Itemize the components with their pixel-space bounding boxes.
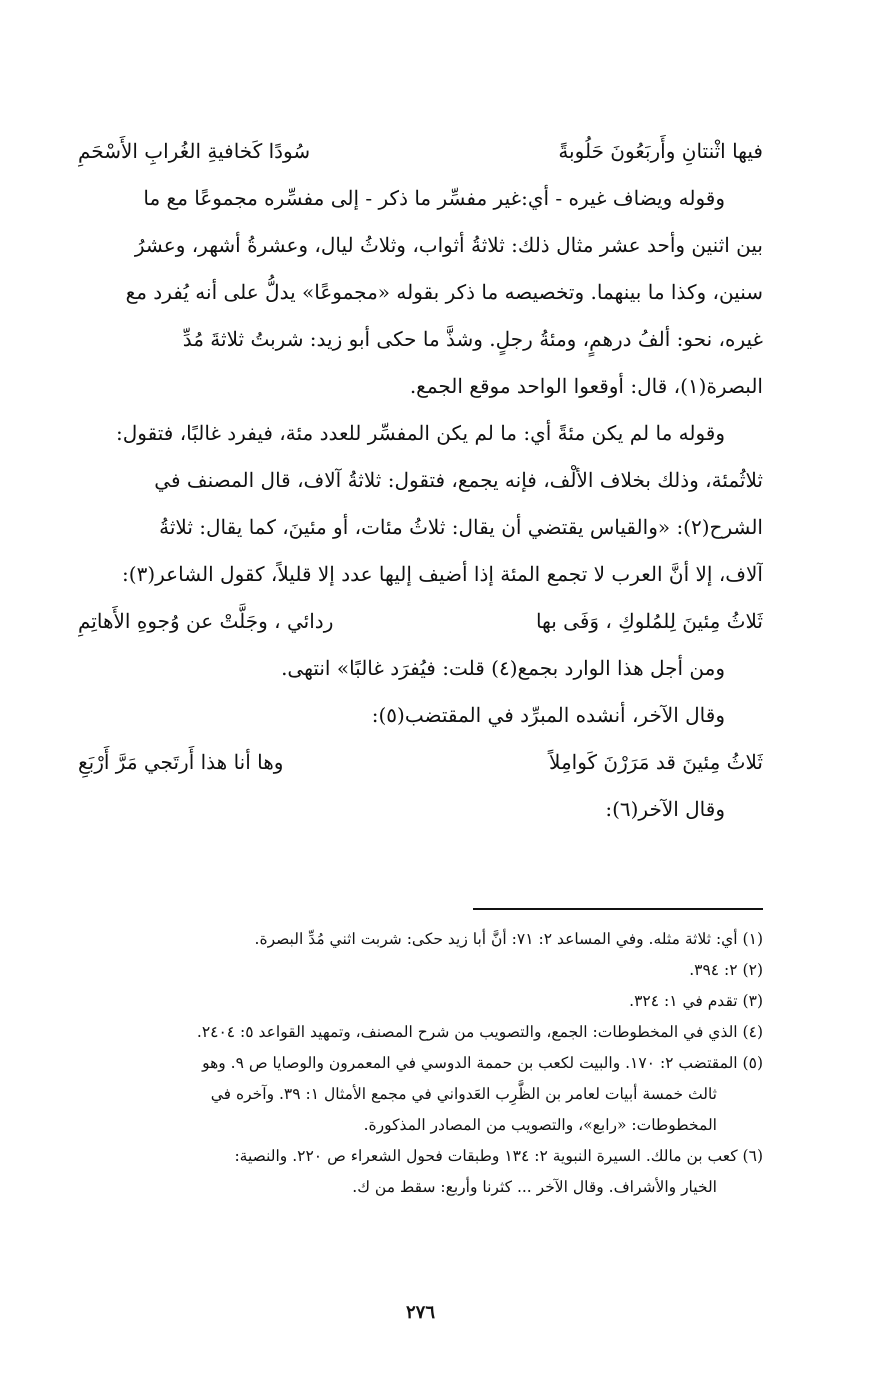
footnote-2 [78,955,763,986]
verse-first-hemistich: ثَلاثُ مِئينَ قد مَرَرْنَ كَوامِلاً [549,750,763,774]
paragraph-start: وقال الآخر(٦): [605,797,725,821]
text-line-content: آلاف، إلا أنَّ العرب لا تجمع المئة إذا أضيف إليها عدد إلا قليلاً، كقول الشاعر(٣): [122,562,763,586]
verse-line [78,128,763,175]
footnote-5-continuation [78,1110,763,1141]
text-line-content: سنين، وكذا ما بينهما. وتخصيصه ما ذكر بقوله «مجموعًا» يدلُّ على أنه يُفرد مع [125,280,763,304]
paragraph-start: وقال الآخر، أنشده المبرِّد في المقتضب(٥): [371,703,725,727]
text-line [78,786,763,833]
footnote-text: المخطوطات: «رابع»، والتصويب من المصادر المذكورة. [363,1116,717,1134]
verse-line [78,598,763,645]
verse-first-hemistich: فيها اثْنتانِ وأَربَعُونَ حَلُوبةً [558,139,763,163]
text-line-content: الشرح(٢): «والقياس يقتضي أن يقال: ثلاثُ مئات، أو مئينَ، كما يقال: ثلاثةُ [159,515,763,539]
footnote-text: المقتضب ٢: ١٧٠. والبيت لكعب بن حممة الدوسي في المعمرون والوصايا ص ٩. وهو [202,1054,738,1072]
footnote-separator [473,908,763,910]
text-line [78,551,763,598]
paragraph-start: وقوله ويضاف غيره - أي:غير مفسِّر ما ذكر - إلى مفسِّره مجموعًا مع ما [143,186,725,210]
text-line [78,363,763,410]
footnote-6 [78,1141,763,1172]
text-line [78,175,763,222]
paragraph-start: وقوله ما لم يكن مئةً أي: ما لم يكن المفسِّر للعدد مئة، فيفرد غالبًا، فتقول: [116,421,725,445]
text-line [78,504,763,551]
footnote-label: (٣) [742,992,763,1010]
footnotes [78,924,763,1203]
text-line [78,457,763,504]
text-line-content: غيره، نحو: ألفُ درهمٍ، ومئةُ رجلٍ. وشذَّ ما حكى أبو زيد: شربتُ ثلاثةَ مُدِّ [182,327,763,351]
footnote-6-continuation [78,1172,763,1203]
footnote-text: أي: ثلاثة مثله. وفي المساعد ٢: ٧١: أنَّ أبا زيد حكى: شربت اثني مُدِّ البصرة. [254,930,738,948]
footnote-label: (٥) [742,1054,763,1072]
text-line [78,222,763,269]
text-line-content: البصرة(١)، قال: أوقعوا الواحد موقع الجمع. [409,374,763,398]
text-line [78,410,763,457]
footnote-text: الخيار والأشراف. وقال الآخر ... كثرنا وأربع: سقط من ك. [352,1178,717,1196]
paragraph-start: ومن أجل هذا الوارد بجمع(٤) قلت: فيُفرَد غالبًا» انتهى. [281,656,725,680]
verse-first-hemistich: ثَلاثُ مِئينَ لِلمُلوكِ ، وَفَى بها [535,609,763,633]
footnote-text: الذي في المخطوطات: الجمع، والتصويب من شرح المصنف، وتمهيد القواعد ٥: ٢٤٠٤. [196,1023,738,1041]
text-line [78,269,763,316]
footnote-label: (٤) [742,1023,763,1041]
footnote-5-continuation [78,1079,763,1110]
text-line-content: ثلاثُمئة، وذلك بخلاف الألْف، فإنه يجمع، فتقول: ثلاثةُ آلاف، قال المصنف في [154,468,763,492]
book-page [78,0,763,1386]
verse-second-hemistich: وها أنا هذا أَرتَجي مَرَّ أَرْبَعِ [78,750,284,774]
footnote-4 [78,1017,763,1048]
footnote-text: كعب بن مالك. السيرة النبوية ٢: ١٣٤ وطبقات فحول الشعراء ص ٢٢٠. والنصية: [234,1147,738,1165]
footnote-label: (٢) [742,961,763,979]
main-text [78,128,763,833]
footnote-text: ٢: ٣٩٤. [689,961,738,979]
footnote-text: ثالث خمسة أبيات لعامر بن الظَّرِب العَدواني في مجمع الأمثال ١: ٣٩. وآخره في [210,1085,717,1103]
verse-line [78,739,763,786]
footnote-text: تقدم في ١: ٣٢٤. [629,992,738,1010]
text-line [78,692,763,739]
text-line [78,316,763,363]
footnote-3 [78,986,763,1017]
footnote-5 [78,1048,763,1079]
page-number: ٢٧٦ [405,1302,435,1323]
text-line-content: بين اثنين وأحد عشر مثال ذلك: ثلاثةُ أثواب، وثلاثُ ليال، وعشرةُ أشهر، وعشرُ [134,233,763,257]
footnote-label: (٦) [742,1147,763,1165]
footnote-1 [78,924,763,955]
footnote-label: (١) [742,930,763,948]
text-line [78,645,763,692]
verse-second-hemistich: سُودًا كَخافيةِ الغُرابِ الأَسْحَمِ [78,139,311,163]
verse-second-hemistich: ردائي ، وجَلَّتْ عن وُجوهِ الأَهاتِمِ [78,609,334,633]
